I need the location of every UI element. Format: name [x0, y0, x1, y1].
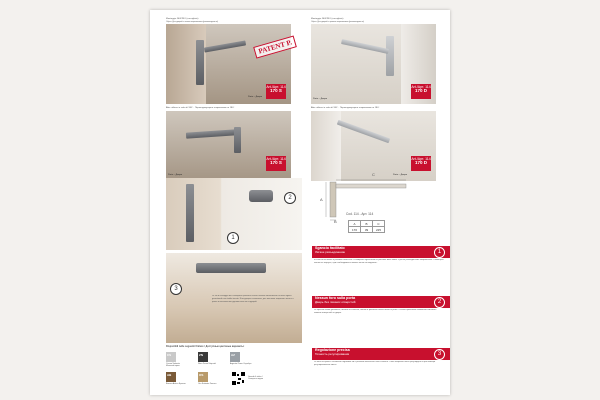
feature-2-text: La speciale staffa garantisce, durante la chiusura, tenuta di posizione senza forare la porta. Особое крепление позволяет избежать лишних отверстий на двери.	[314, 309, 437, 315]
dim-header-a: A	[349, 221, 361, 227]
photo-detail-mount	[166, 178, 302, 250]
photo-door-closer-3: Art./Арт. 114 170 S Porta – Двери	[166, 111, 291, 181]
closer-arm	[204, 40, 246, 52]
feature-3-text: La forza di spinta è facilmente regolabile ed è possibile intervenire sulla chiusura. Сила закрытия легко регулируется при помощи регулировочного винта.	[314, 361, 436, 367]
feature-1-number: 1	[434, 247, 445, 258]
dim-value-a: 170	[349, 227, 361, 233]
finish-swatch-cs: CS	[166, 352, 176, 362]
finish-swatch-ab: AB	[166, 372, 176, 382]
photo-door-closer-2: Art./Арт. 114 170 D Porta – Двери	[311, 24, 436, 104]
dim-a-label: A	[320, 197, 323, 202]
photo1-caption-it: Montaggio DESTRO (consigliato)	[166, 18, 199, 20]
dim-value-b: 39	[361, 227, 373, 233]
bracket-detail	[249, 190, 273, 202]
dim-value-c: 225	[373, 227, 385, 233]
closer-body	[186, 184, 194, 242]
qr-caption: Guarda il video / Смотреть видео	[248, 376, 264, 381]
install-note: Le viti di fissaggio del chiudiporta possono essere avvitate direttamente al telaio ligneo garantendo una totale tenuta. Инструкция и комплект для монтажа закрепить винты в раме за исключение деревянных конструкций.	[212, 295, 294, 304]
photo-installation	[166, 253, 302, 343]
qr-code-icon[interactable]	[232, 372, 245, 385]
photo4-caption: Altre utilizzo in sotto di 180° · Перпендикулярно открыванию на 180°	[311, 107, 380, 109]
art-badge-4: Art./Арт. 114 170 D	[411, 156, 431, 171]
callout-3: 3	[170, 283, 182, 295]
closer-arm	[186, 129, 236, 138]
finishes-title: Disponibili nelle seguenti finiture / Доступные цветовые варианты:	[166, 345, 245, 348]
art-badge-2: Art./Арт. 114 170 D	[411, 84, 431, 99]
art-badge-1: Art./Арт. 114 170 S	[266, 84, 286, 99]
dim-header-b: B	[361, 221, 373, 227]
finish-swatch-az: AZ	[230, 352, 240, 362]
callout-2: 2	[284, 192, 296, 204]
closer-installed	[196, 263, 266, 273]
finish-swatch-zn: ZN	[198, 352, 208, 362]
brochure-sheet: Montaggio DESTRO (consigliato) Обрат. Для дверей с левым открыванием (рекомендовано) Art./Арт. 114 170 S Porta – Двери Montaggio DESTRO (consigliato) Обрат. Для дверей с правым открыванием (рекомендовано) Art./Арт. 114 170 D Porta – Двери PATENT P. Altre utilizzo in sotto di 180° · Перпендикулярно открыванию на 180° Art./Арт. 114 170 S Porta – Двери Altre utilizzo in sotto di 180° · Перпендикулярно открыванию на 180° Art./Арт. 114 170 D Porta – Двери 1 2 C A B Cod. 114 - Apт. 114 A B C 170 39 225 3 Le viti di fissaggio del chiudiporta possono essere avvitate direttamente al telaio ligneo garantendo una totale tenuta. Инструкция и комплект для монтажа закрепить винты в раме за исключение деревянных конструкций. Disponibili nelle seguenti finiture / Доступные цветовые варианты: CS Cromo Satinato Матовый хром ZN Nero Zama Чёрный AZ Argento Zama Серебро AB Bronzo Antico Бронза OS Oro Satinato Золото Guarda il video / Смотреть видео Sgancio facilitato Лёгкое разъединение 1 In caso di necessità è possibile sbloccare il chiudiporta sganciando la porzione della staffa. Ручное разъединение закрывателя с помощью кнопки на корпусе, при необходимости можно легко отсоединить. Nessun foro sulla porta Дверь без лишних отверстий 2 La speciale staffa garantisce, durante la chiusura, tenuta di posizione senza forare la porta. Особое крепление позволяет избежать лишних отверстий на двери. Regolazione precisa Точность регулирования 3 La forza di spinta è facilmente regolabile ed è possibile intervenire sulla chiusura. Сила закрытия легко регулируется при помощи регулировочного винта.	[150, 10, 450, 395]
finish-swatch-os: OS	[198, 372, 208, 382]
closer-body	[234, 127, 241, 153]
dimension-diagram	[320, 178, 420, 223]
feature-1-text: In caso di necessità è possibile sbloccare il chiudiporta sganciando la porzione della staffa. Ручное разъединение закрывателя с помощью кнопки на корпусе, при необходимости можно легко отсоединить.	[314, 259, 444, 265]
closer-body	[196, 40, 204, 85]
dim-b-label: B	[334, 219, 337, 224]
dim-header-c: C	[373, 221, 385, 227]
photo1-caption-ru: Обрат. Для дверей с левым открыванием (рекомендовано)	[166, 21, 218, 23]
dimensions-table	[348, 220, 385, 233]
photo3-caption: Altre utilizzo in sotto di 180° · Перпендикулярно открыванию на 180°	[166, 107, 235, 109]
dim-c-label: C	[372, 172, 375, 177]
feature-1-header: Sgancio facilitato Лёгкое разъединение 1	[312, 246, 450, 258]
photo-door-closer-1: Art./Арт. 114 170 S Porta – Двери	[166, 24, 291, 104]
photo2-caption-it: Montaggio DESTRO (consigliato)	[311, 18, 344, 20]
closer-body	[386, 36, 394, 76]
closer-arm	[341, 39, 389, 54]
art-badge-3: Art./Арт. 114 170 S	[266, 156, 286, 171]
dim-code: Cod. 114 - Apт. 114	[346, 212, 374, 216]
photo2-caption-ru: Обрат. Для дверей с правым открыванием (рекомендовано)	[311, 21, 364, 23]
feature-2-header: Nessun foro sulla porta Дверь без лишних отверстий 2	[312, 296, 450, 308]
photo-door-closer-4: Art./Арт. 114 170 D Porta – Двери	[311, 111, 436, 181]
feature-2-number: 2	[434, 297, 445, 308]
closer-arm	[337, 120, 390, 144]
callout-1: 1	[227, 232, 239, 244]
feature-3-number: 3	[434, 349, 445, 360]
feature-3-header: Regolazione precisa Точность регулирования 3	[312, 348, 450, 360]
patent-stamp: PATENT P.	[253, 35, 297, 58]
